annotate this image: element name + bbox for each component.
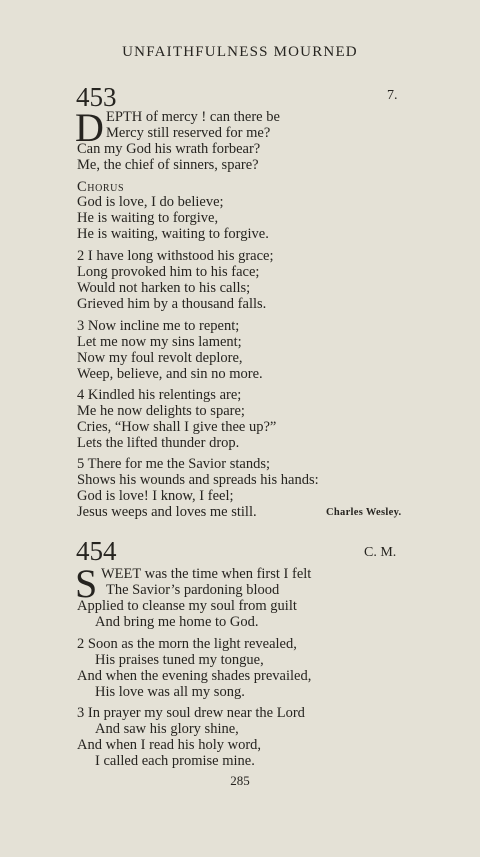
stanza-line: Let me now my sins lament; [77, 334, 242, 350]
hymn-453-author: Charles Wesley. [326, 507, 402, 518]
hymn-453-drop-cap: D [75, 105, 104, 150]
stanza-line: 2 I have long withstood his grace; [77, 248, 274, 264]
stanza-line: And saw his glory shine, [95, 721, 239, 737]
stanza-line: 5 There for me the Savior stands; [77, 456, 271, 472]
stanza-line: Lets the lifted thunder drop. [77, 435, 240, 451]
hymn-453-line: Me, the chief of sinners, spare? [77, 157, 259, 173]
stanza-line: Cries, “How shall I give thee up?” [77, 419, 277, 435]
chorus-line: God is love, I do believe; [77, 194, 224, 210]
hymn-453-number: 453 [76, 82, 117, 112]
chorus-line: He is waiting, waiting to forgive. [77, 226, 269, 242]
stanza-line: Jesus weeps and loves me still. [77, 504, 257, 520]
hymn-454-number: 454 [76, 536, 117, 566]
chorus-line: He is waiting to forgive, [77, 210, 219, 226]
hymn-453-line: Mercy still reserved for me? [106, 125, 271, 141]
hymn-454-line: And bring me home to God. [95, 614, 259, 630]
stanza-line: 3 In prayer my soul drew near the Lord [77, 705, 305, 721]
hymn-454-line: Applied to cleanse my soul from guilt [77, 598, 297, 614]
stanza-line: His love was all my song. [95, 684, 245, 700]
hymn-454-line: WEET was the time when first I felt [101, 566, 312, 582]
stanza-line: And when the evening shades prevailed, [77, 668, 312, 684]
stanza-line: Me he now delights to spare; [77, 403, 245, 419]
stanza-line: And when I read his holy word, [77, 737, 262, 753]
hymn-454-drop-cap: S [75, 561, 98, 606]
stanza-line: Shows his wounds and spreads his hands: [77, 472, 319, 488]
hymn-453-line: EPTH of mercy ! can there be [106, 109, 280, 125]
stanza-line: 4 Kindled his relentings are; [77, 387, 242, 403]
stanza-line: Grieved him by a thousand falls. [77, 296, 267, 312]
stanza-line: 3 Now incline me to repent; [77, 318, 240, 334]
stanza-line: I called each promise mine. [95, 753, 255, 769]
hymn-454-meter: C. M. [364, 545, 397, 560]
chorus-label: Chorus [77, 179, 125, 195]
stanza-line: God is love! I know, I feel; [77, 488, 234, 504]
stanza-line: Long provoked him to his face; [77, 264, 260, 280]
stanza-line: His praises tuned my tongue, [95, 652, 264, 668]
stanza-line: Now my foul revolt deplore, [77, 350, 243, 366]
page-number: 285 [230, 773, 250, 788]
stanza-line: 2 Soon as the morn the light revealed, [77, 636, 297, 652]
hymn-453-line: Can my God his wrath forbear? [77, 141, 261, 157]
stanza-line: Would not harken to his calls; [77, 280, 251, 296]
hymn-454-line: The Savior’s pardoning blood [106, 582, 280, 598]
page-header: UNFAITHFULNESS MOURNED [122, 44, 358, 60]
stanza-line: Weep, believe, and sin no more. [77, 366, 263, 382]
hymn-453-meter: 7. [387, 88, 398, 103]
